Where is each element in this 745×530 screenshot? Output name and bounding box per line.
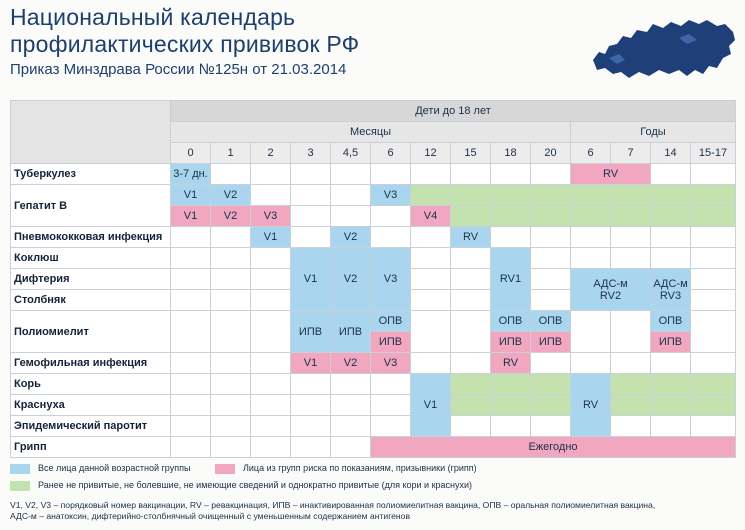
- header-months: Месяцы: [171, 122, 571, 143]
- schedule-cell: [451, 164, 491, 185]
- row-label-rubella: Краснуха: [11, 395, 171, 416]
- schedule-cell: [651, 227, 691, 248]
- age-col-5: 6: [371, 143, 411, 164]
- age-col-3: 3: [291, 143, 331, 164]
- schedule-cell-dose: V2: [331, 227, 371, 248]
- schedule-cell: [531, 227, 571, 248]
- age-col-4: 4,5: [331, 143, 371, 164]
- schedule-cell: [451, 206, 491, 227]
- page-title-line2: профилактических прививок РФ: [10, 31, 360, 57]
- dtp-v1: V1: [291, 248, 331, 311]
- notes-line2: АДС-м – анатоксин, дифтерийно-столбнячный очищенный с уменьшенным содержанием антигенов: [10, 511, 411, 521]
- hib-v1: V1: [291, 353, 331, 374]
- dtp-rv1: RV1: [491, 248, 531, 311]
- row-label: Туберкулез: [11, 164, 171, 185]
- schedule-cell-dose: 3-7 дн.: [171, 164, 211, 185]
- simple-rows: [11, 164, 736, 248]
- flu-annually: Ежегодно: [371, 437, 736, 458]
- schedule-cell: [571, 227, 611, 248]
- age-col-10: 6: [571, 143, 611, 164]
- age-col-6: 12: [411, 143, 451, 164]
- abbreviation-notes: [10, 500, 738, 522]
- row-label-flu: Грипп: [11, 437, 171, 458]
- hib-v2: V2: [331, 353, 371, 374]
- schedule-cell-dose: V2: [211, 185, 251, 206]
- schedule-cell: [171, 227, 211, 248]
- dtp-rv3-line2: RV3: [659, 289, 682, 302]
- polio-ipv-18m: ИПВ: [491, 332, 531, 353]
- age-col-13: 15-17: [691, 143, 736, 164]
- row-label-pertussis: Коклюш: [11, 248, 171, 269]
- row-label-polio: Полиомиелит: [11, 311, 171, 353]
- polio-opv-20m: ОПВ: [531, 311, 571, 332]
- schedule-cell: [491, 227, 531, 248]
- polio-ipv-6m: ИПВ: [371, 332, 411, 353]
- schedule-cell: [571, 185, 611, 206]
- schedule-cell: [411, 185, 451, 206]
- schedule-cell: [291, 164, 331, 185]
- schedule-cell: [411, 164, 451, 185]
- legend-swatch-blue: [10, 464, 30, 474]
- page-title-line1: Национальный календарь: [10, 4, 296, 30]
- legend: [10, 461, 735, 495]
- mmr-v1: V1: [411, 374, 451, 437]
- age-col-7: 15: [451, 143, 491, 164]
- header-children-under-18: Дети до 18 лет: [171, 101, 736, 122]
- schedule-cell: [691, 164, 736, 185]
- schedule-cell: [291, 227, 331, 248]
- schedule-cell: [611, 206, 651, 227]
- schedule-cell: [491, 206, 531, 227]
- schedule-cell: [251, 164, 291, 185]
- polio-ipv-3m: ИПВ: [291, 311, 331, 353]
- legend-text-green: Ранее не привитые, не болевшие, не имеющие сведений и однократно привитые (для кори и краснухи): [38, 480, 473, 490]
- legend-swatch-green: [10, 481, 30, 491]
- schedule-cell: [211, 164, 251, 185]
- dtp-rv3-line1: АДС-м: [653, 277, 688, 290]
- table-row: [11, 227, 736, 248]
- russia-map-icon: [589, 14, 739, 86]
- row-label-mumps: Эпидемический паротит: [11, 416, 171, 437]
- schedule-cell: [491, 185, 531, 206]
- schedule-cell-dose: V1: [171, 185, 211, 206]
- notes-line1: V1, V2, V3 – порядковый номер вакцинации, RV – ревакцинация, ИПВ – инактивированная полиомиелитная вакцина, ОПВ – оральная полиомиелитная вакцина,: [10, 500, 656, 510]
- dtp-rv3: [651, 269, 691, 311]
- schedule-cell: [651, 185, 691, 206]
- page-header: [10, 4, 359, 80]
- schedule-cell: [291, 185, 331, 206]
- schedule-cell: [691, 227, 736, 248]
- schedule-cell: [571, 206, 611, 227]
- schedule-cell: [331, 206, 371, 227]
- hib-v3: V3: [371, 353, 411, 374]
- legend-swatch-pink: [215, 464, 235, 474]
- schedule-cell-dose: V4: [411, 206, 451, 227]
- age-col-8: 18: [491, 143, 531, 164]
- row-label-measles: Корь: [11, 374, 171, 395]
- schedule-cell: [611, 185, 651, 206]
- schedule-cell: [691, 206, 736, 227]
- header-years: Годы: [571, 122, 736, 143]
- polio-opv-18m: ОПВ: [491, 311, 531, 332]
- schedule-cell: [371, 164, 411, 185]
- schedule-cell: [531, 164, 571, 185]
- polio-ipv-20m: ИПВ: [531, 332, 571, 353]
- schedule-cell: [611, 227, 651, 248]
- dtp-rv2-line2: RV2: [599, 289, 622, 302]
- schedule-cell: [291, 206, 331, 227]
- age-col-9: 20: [531, 143, 571, 164]
- vaccination-schedule-table: [10, 100, 736, 458]
- row-label: Гепатит В: [11, 185, 171, 227]
- page-subtitle: Приказ Минздрава России №125н от 21.03.2014: [10, 61, 347, 78]
- schedule-cell: [331, 185, 371, 206]
- schedule-cell: [451, 185, 491, 206]
- schedule-cell-dose: V3: [251, 206, 291, 227]
- schedule-cell: [531, 185, 571, 206]
- row-label: Пневмококковая инфекция: [11, 227, 171, 248]
- dtp-rv2-line1: АДС-м: [593, 277, 628, 290]
- age-col-2: 2: [251, 143, 291, 164]
- mmr-rv: RV: [571, 374, 611, 437]
- schedule-cell: [411, 227, 451, 248]
- polio-opv-14y: ОПВ: [651, 311, 691, 332]
- age-col-11: 7: [611, 143, 651, 164]
- combined-rows: [11, 248, 736, 458]
- schedule-cell: [251, 185, 291, 206]
- schedule-cell-dose: V3: [371, 185, 411, 206]
- schedule-cell: [331, 164, 371, 185]
- legend-text-blue: Все лица данной возрастной группы: [38, 463, 191, 473]
- schedule-cell-dose: RV: [451, 227, 491, 248]
- table-row: [11, 185, 736, 206]
- schedule-cell: [691, 185, 736, 206]
- polio-ipv-14y: ИПВ: [651, 332, 691, 353]
- schedule-cell: [371, 206, 411, 227]
- schedule-cell: [651, 164, 691, 185]
- polio-opv-6m: ОПВ: [371, 311, 411, 332]
- age-col-0: 0: [171, 143, 211, 164]
- age-col-12: 14: [651, 143, 691, 164]
- schedule-cell: [491, 164, 531, 185]
- polio-ipv-45m: ИПВ: [331, 311, 371, 353]
- dtp-v3: V3: [371, 248, 411, 311]
- schedule-cell: [211, 227, 251, 248]
- age-col-1: 1: [211, 143, 251, 164]
- table-row: [11, 164, 736, 185]
- schedule-cell-dose: RV: [571, 164, 651, 185]
- dtp-v2: V2: [331, 248, 371, 311]
- schedule-cell-dose: V1: [171, 206, 211, 227]
- schedule-cell-dose: V1: [251, 227, 291, 248]
- hib-rv: RV: [491, 353, 531, 374]
- row-label-hib: Гемофильная инфекция: [11, 353, 171, 374]
- table-corner: [11, 101, 171, 164]
- row-label-tetanus: Столбняк: [11, 290, 171, 311]
- schedule-cell: [531, 206, 571, 227]
- row-label-diphtheria: Дифтерия: [11, 269, 171, 290]
- schedule-cell-dose: V2: [211, 206, 251, 227]
- legend-text-pink: Лица из групп риска по показаниям, призывники (грипп): [243, 463, 477, 473]
- dtp-rv2: [571, 269, 651, 311]
- schedule-cell: [371, 227, 411, 248]
- schedule-cell: [651, 206, 691, 227]
